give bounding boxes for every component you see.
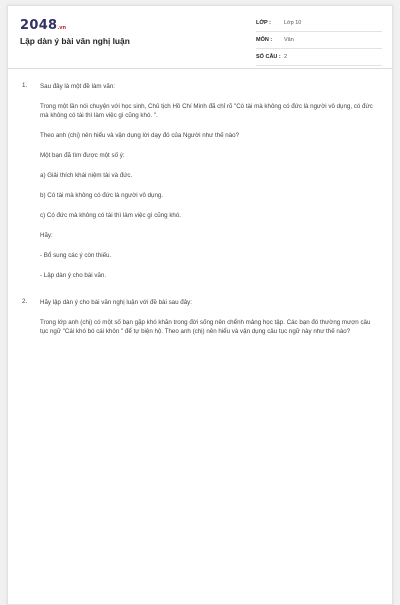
question-item — [22, 82, 374, 280]
question-intro: Sau đây là một đề làm văn: — [40, 83, 115, 90]
question-body — [40, 82, 374, 280]
question-paragraph: Theo anh (chị) nên hiểu và vận dụng lời dạy đó của Người như thế nào? — [40, 132, 240, 139]
question-body — [40, 298, 374, 336]
question-paragraph: Trong một lần nói chuyện với học sinh, Chủ tịch Hồ Chí Minh đã chỉ rõ "Có tài mà không có đức là người vô dụng, có đức mà không có tài thì làm việc gì cũng khó. ". — [40, 103, 373, 119]
question-paragraph: Trong lớp anh (chị) có một số bạn gặp khó khăn trong đời sống nên chểnh mảng học tập. Các bạn đó thường mượn câu tục ngữ "Cái khó bó cái khôn " để tự biện hộ. Theo anh (chị) nên hiểu và vận dụng câu tục ngữ này như thế nào? — [40, 319, 371, 335]
logo-suffix: .vn — [57, 25, 67, 31]
meta-value: Lớp 10 — [284, 20, 302, 26]
logo-text: 2048 — [20, 18, 58, 33]
meta-label: MÔN : — [256, 37, 273, 43]
question-paragraph: - Bổ sung các ý còn thiếu. — [40, 252, 112, 259]
question-paragraph: c) Có đức mà không có tài thì làm việc gì cũng khó. — [40, 212, 182, 219]
question-paragraph: Hãy: — [40, 232, 53, 239]
meta-info — [256, 17, 382, 68]
meta-row-count — [256, 51, 382, 66]
question-paragraph: a) Giải thích khái niệm tài và đức. — [40, 172, 133, 179]
meta-label: SỐ CÂU : — [256, 54, 281, 60]
meta-row-class — [256, 17, 382, 32]
site-logo[interactable] — [20, 14, 66, 33]
meta-label: LỚP : — [256, 20, 271, 26]
questions-list — [22, 82, 374, 347]
question-paragraph: b) Có tài mà không có đức là người vô dụng. — [40, 192, 164, 199]
meta-row-subject — [256, 34, 382, 49]
page-title: Lập dàn ý bài văn nghị luận — [20, 36, 130, 46]
meta-value: Văn — [284, 37, 294, 43]
question-number: 1. — [22, 82, 28, 89]
question-paragraph: - Lập dàn ý cho bài văn. — [40, 272, 107, 279]
worksheet — [7, 5, 393, 605]
worksheet-header — [8, 6, 392, 69]
question-number: 2. — [22, 298, 28, 305]
meta-value: 2 — [284, 54, 288, 60]
question-paragraph: Một bạn đã tìm được một số ý: — [40, 152, 125, 159]
question-intro: Hãy lập dàn ý cho bài văn nghị luận với đề bài sau đây: — [40, 299, 192, 306]
question-item — [22, 298, 374, 336]
